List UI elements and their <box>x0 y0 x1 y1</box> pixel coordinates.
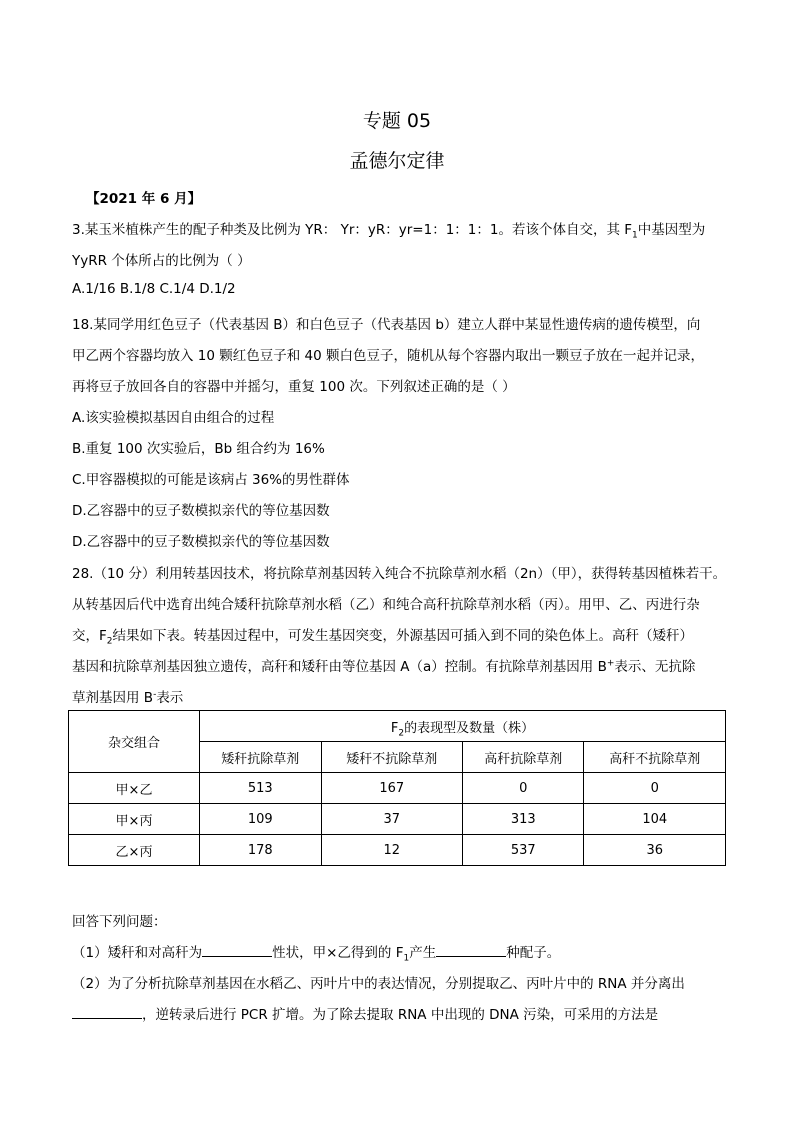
results-table <box>68 710 726 866</box>
table-row <box>69 835 726 866</box>
q28-line2: 从转基因后代中选育出纯合矮秆抗除草剂水稻（乙）和纯合高秆抗除草剂水稻（丙）。用甲、乙、丙进行杂 <box>72 597 700 613</box>
table-cell: 0 <box>462 773 584 804</box>
q3-line1: 3.某玉米植株产生的配子种类及比例为 YR： Yr：yR：yr=1：1：1：1。若该个体自交，其 $F_1$中基因型为 <box>72 222 706 241</box>
table-corner-header: 杂交组合 <box>69 711 200 773</box>
table-cell: 36 <box>584 835 726 866</box>
answers-intro: 回答下列问题： <box>72 914 167 930</box>
table-cell: 167 <box>321 773 462 804</box>
row-label: 乙×丙 <box>69 835 200 866</box>
q28-line1: 28.（10 分）利用转基因技术，将抗除草剂基因转入纯合不抗除草剂水稻（2n）（甲），获得转基因植株若干。 <box>72 566 727 582</box>
answer-part-2-line2: ，逆转录后进行 PCR 扩增。为了除去提取 RNA 中出现的 DNA 污染，可采用的方法是 <box>72 1003 658 1023</box>
table-col-header: 矮秆不抗除草剂 <box>321 742 462 773</box>
table-col-header: 矮秆抗除草剂 <box>200 742 322 773</box>
page-title: 专题 05 <box>362 110 432 132</box>
q3-line2: YyRR 个体所占的比例为（ ） <box>72 253 251 269</box>
table-cell: 537 <box>462 835 584 866</box>
table-col-header: 高秆不抗除草剂 <box>584 742 726 773</box>
q18-line2: 甲乙两个容器均放入 10 颗红色豆子和 40 颗白色豆子，随机从每个容器内取出一颗豆子放在一起并记录， <box>72 348 705 364</box>
answer-blank[interactable] <box>202 944 272 957</box>
q28-line4: 基因和抗除草剂基因独立遗传，高秆和矮秆由等位基因 A（a）控制。有抗除草剂基因用 B+表示、无抗除 <box>72 658 696 675</box>
q3-options: A.1/16 B.1/8 C.1/4 D.1/2 <box>72 281 236 297</box>
table-group-header: $F_2$的表现型及数量（株） <box>200 711 726 742</box>
q18-line3: 再将豆子放回各自的容器中并摇匀，重复 100 次。下列叙述正确的是（ ） <box>72 379 516 395</box>
date-tag: 【2021 年 6 月】 <box>86 191 202 207</box>
table-cell: 12 <box>321 835 462 866</box>
q18-option-a: A.该实验模拟基因自由组合的过程 <box>72 410 275 426</box>
table-cell: 37 <box>321 804 462 835</box>
table-col-header: 高秆抗除草剂 <box>462 742 584 773</box>
row-label: 甲×丙 <box>69 804 200 835</box>
table-cell: 0 <box>584 773 726 804</box>
answer-blank[interactable] <box>72 1006 142 1019</box>
q18-option-d-repeat: D.乙容器中的豆子数模拟亲代的等位基因数 <box>72 534 330 550</box>
table-cell: 178 <box>200 835 322 866</box>
answer-blank[interactable] <box>436 944 506 957</box>
table-row <box>69 773 726 804</box>
page-subtitle: 孟德尔定律 <box>349 150 445 172</box>
q18-line1: 18.某同学用红色豆子（代表基因 B）和白色豆子（代表基因 b）建立人群中某显性遗传病的遗传模型，向 <box>72 317 701 333</box>
table-cell: 513 <box>200 773 322 804</box>
q28-line5: 草剂基因用 B-表示 <box>72 689 184 706</box>
q18-option-c: C.甲容器模拟的可能是该病占 36%的男性群体 <box>72 472 350 488</box>
table-cell: 109 <box>200 804 322 835</box>
q18-option-b: B.重复 100 次实验后，Bb 组合约为 16% <box>72 441 325 457</box>
table-row <box>69 804 726 835</box>
q28-line3: 交，$F_2$结果如下表。转基因过程中，可发生基因突变，外源基因可插入到不同的染色体上。高秆（矮秆） <box>72 628 693 647</box>
table-cell: 104 <box>584 804 726 835</box>
row-label: 甲×乙 <box>69 773 200 804</box>
table-cell: 313 <box>462 804 584 835</box>
answer-part-1: （1）矮秆和对高秆为 性状，甲×乙得到的 $F_1$产生 种配子。 <box>72 945 561 964</box>
q18-option-d: D.乙容器中的豆子数模拟亲代的等位基因数 <box>72 503 330 519</box>
answer-part-2-line1: （2）为了分析抗除草剂基因在水稻乙、丙叶片中的表达情况，分别提取乙、丙叶片中的 RNA 并分离出 <box>72 976 685 992</box>
